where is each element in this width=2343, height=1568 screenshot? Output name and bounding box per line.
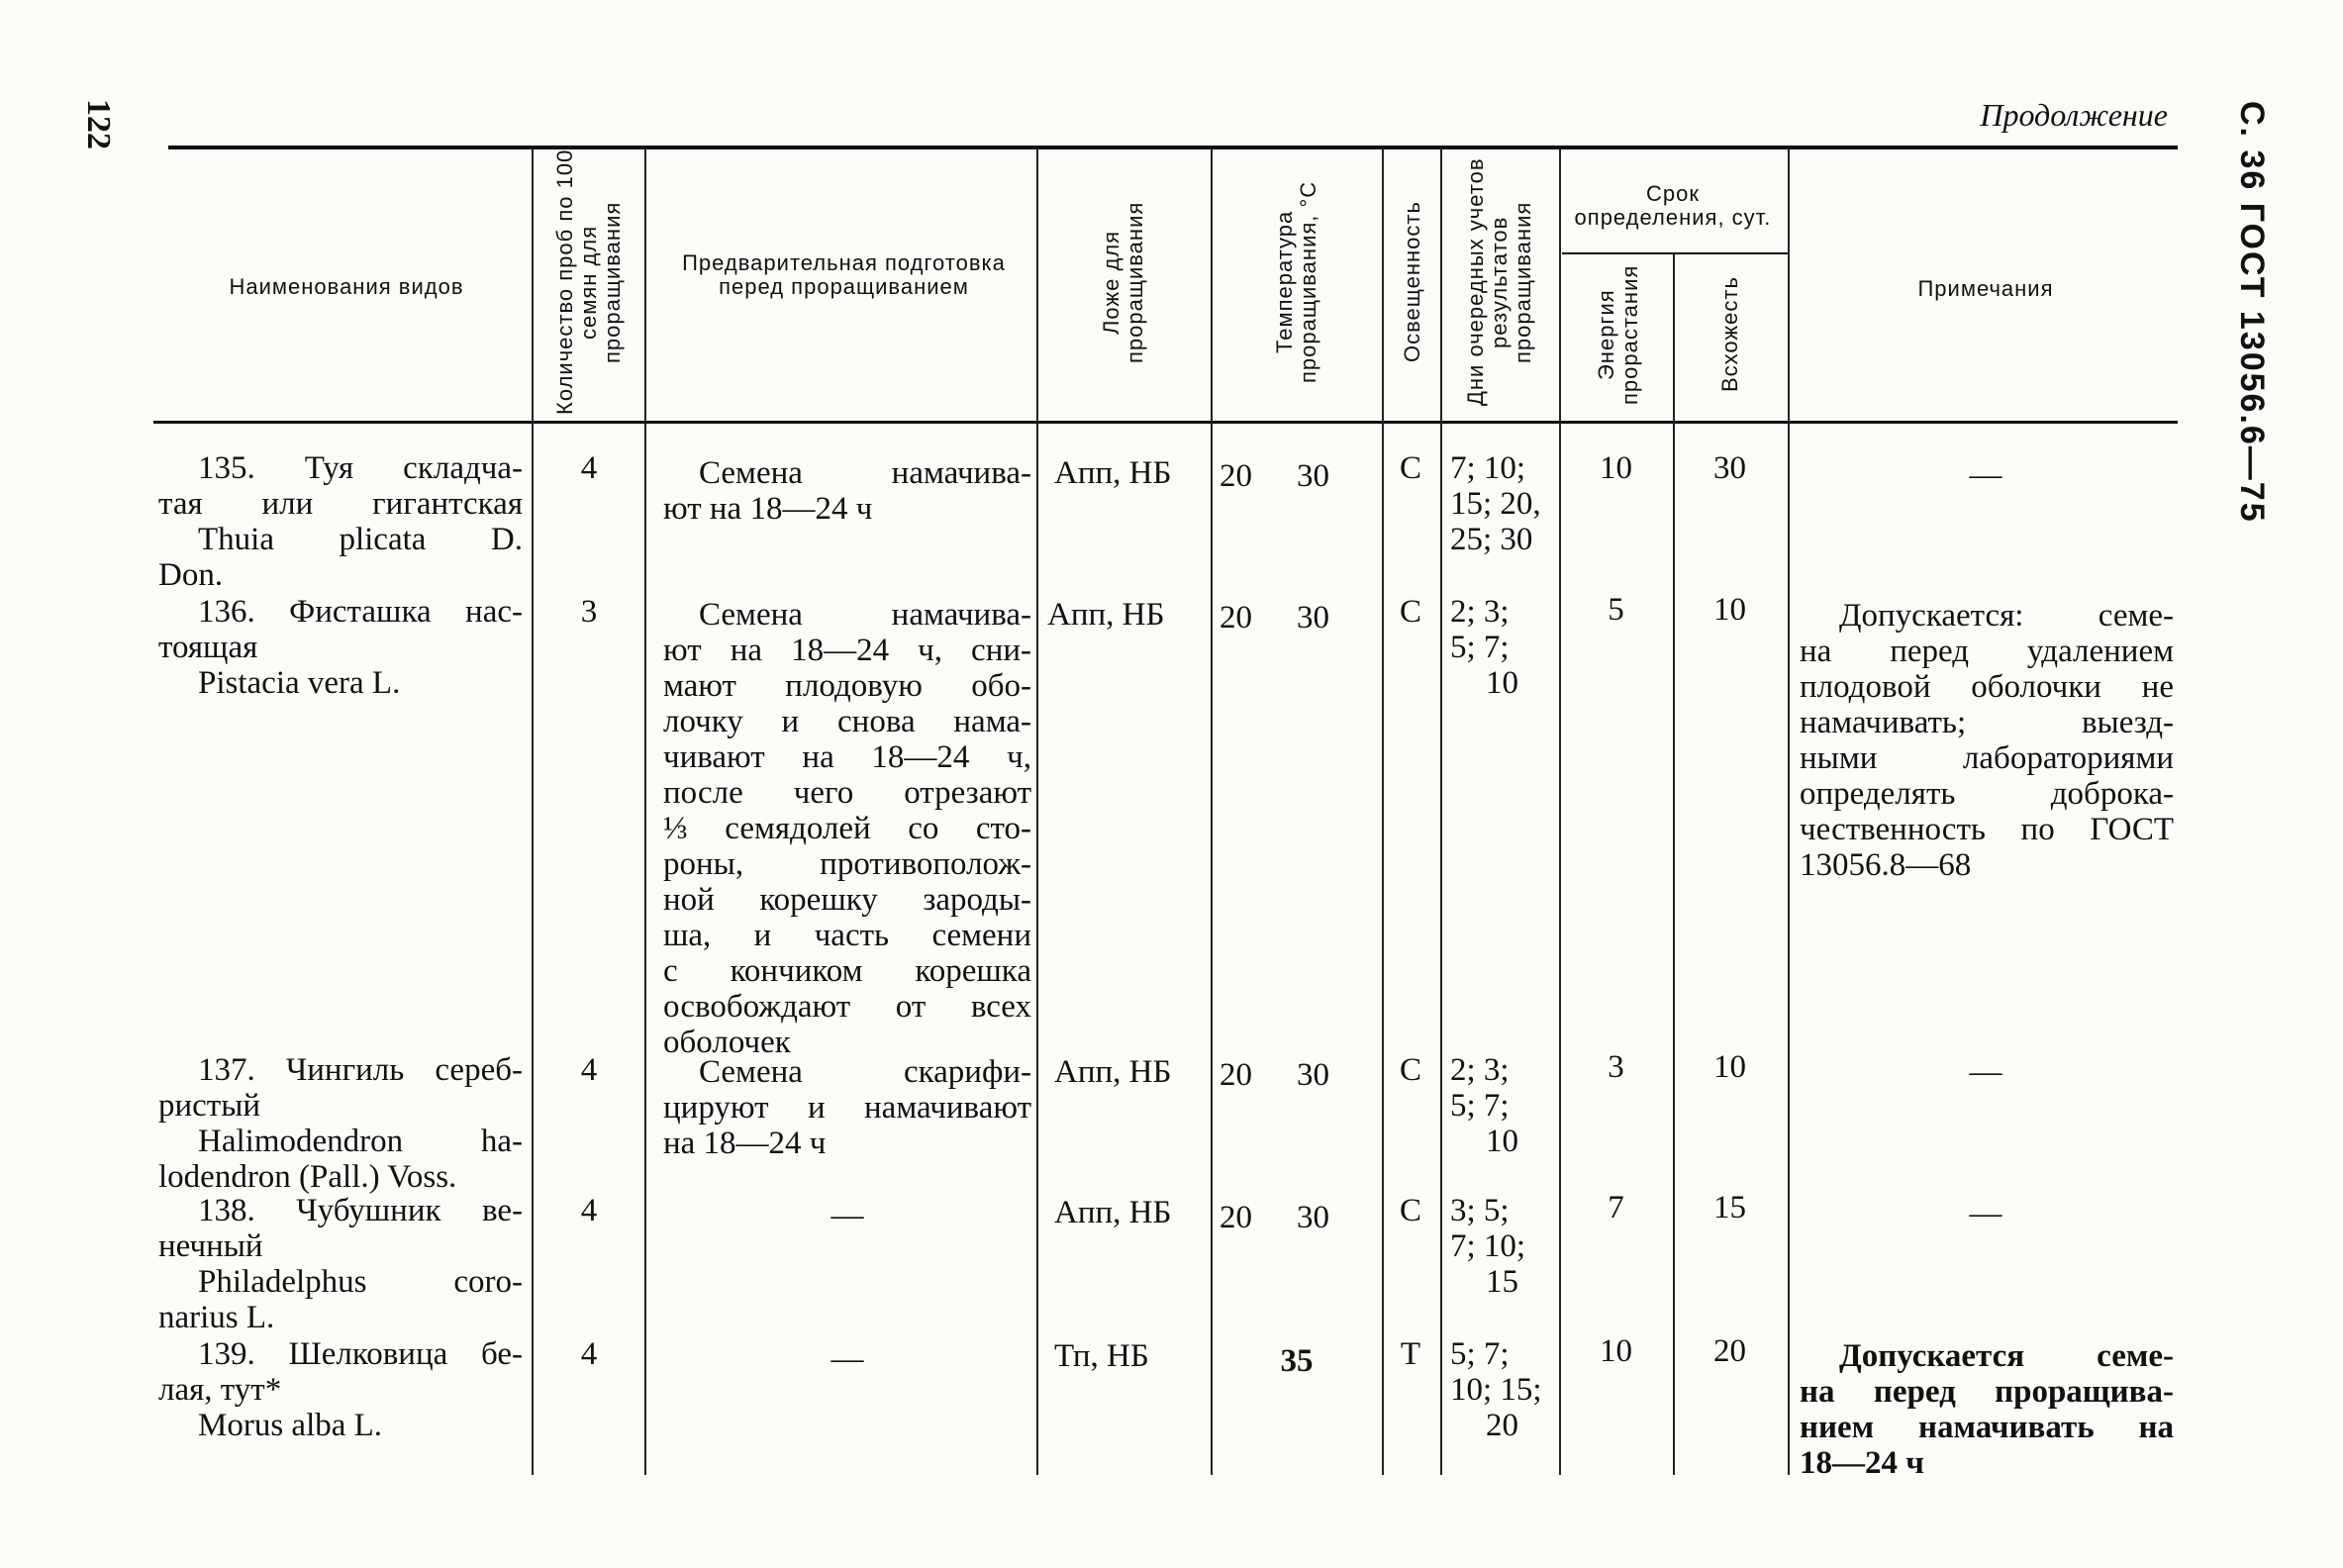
notes-cell: Допускается семе- на перед проращива- нием намачивать на 18—24 ч <box>1800 1338 2174 1481</box>
light-cell: Т <box>1400 1336 1421 1372</box>
col-divider <box>1559 148 1561 1475</box>
prep-cell: Семена скарифи- цируют и намачивают на 18—24 ч <box>663 1054 1031 1161</box>
temp-low-cell: 20 <box>1220 1200 1252 1235</box>
temp-low-cell: 20 <box>1220 600 1252 636</box>
temp-low-cell: 20 <box>1220 458 1252 494</box>
days-cell: 2; 3; 5; 7; 10 <box>1450 1052 1518 1159</box>
energy-cell: 10 <box>1600 1333 1632 1369</box>
header-bottom-rule <box>153 421 2178 424</box>
col-divider <box>532 148 534 1475</box>
continuation-label: Продолжение <box>1980 97 2168 133</box>
header-samples: Количество проб по 100 семян для проращивания <box>552 148 625 416</box>
samples-cell: 4 <box>580 450 598 486</box>
header-days: Дни очередных учетов результатов проращивания <box>1463 157 1535 407</box>
header-temp: Температура проращивания, °С <box>1272 180 1320 384</box>
species-name: 138. Чубушник ве- нечный Philadelphus coro- narius L. <box>158 1193 523 1335</box>
species-name: 136. Фисташка нас- тоящая Pistacia vera L. <box>158 594 523 701</box>
energy-cell: 3 <box>1608 1049 1624 1085</box>
col-divider <box>1673 254 1675 1475</box>
light-cell: С <box>1399 594 1421 630</box>
species-name: 135. Туя складча- тая или гигантская Thuia plicata D. Don. <box>158 450 523 593</box>
bed-cell: Апп, НБ <box>1047 597 1165 633</box>
header-name: Наименования видов <box>229 274 464 299</box>
bed-cell: Апп, НБ <box>1054 1054 1172 1090</box>
temp-high-cell: 30 <box>1297 458 1329 494</box>
page-number: 122 <box>80 99 117 149</box>
prep-cell: — <box>830 1341 864 1377</box>
header-prep: Предварительная подготовка перед проращиванием <box>682 250 1006 299</box>
energy-cell: 10 <box>1600 450 1632 486</box>
germination-cell: 10 <box>1713 592 1746 628</box>
species-name: 137. Чингиль сереб- ристый Halimodendron ha- lodendron (Pall.) Voss. <box>158 1052 523 1195</box>
bed-cell: Тп, НБ <box>1054 1338 1149 1374</box>
samples-cell: 3 <box>580 594 598 630</box>
energy-cell: 5 <box>1608 592 1624 628</box>
temp-high-cell: 30 <box>1297 1057 1329 1093</box>
temp-high-cell: 30 <box>1297 1200 1329 1235</box>
header-notes: Примечания <box>1917 276 2054 301</box>
col-divider <box>1036 148 1038 1475</box>
col-divider <box>1788 148 1790 1475</box>
notes-cell: — <box>1969 1196 2002 1231</box>
species-name: 139. Шелковица бе- лая, тут* Morus alba L. <box>158 1336 523 1443</box>
germination-cell: 30 <box>1713 450 1746 486</box>
temp-low-cell: 20 <box>1220 1057 1252 1093</box>
header-germ: Всхожесть <box>1717 276 1742 393</box>
germination-cell: 10 <box>1713 1049 1746 1085</box>
germination-cell: 20 <box>1713 1333 1746 1369</box>
col-divider <box>1382 148 1384 1475</box>
table-top-rule <box>168 146 2178 149</box>
samples-cell: 4 <box>580 1052 598 1088</box>
light-cell: С <box>1399 450 1421 486</box>
light-cell: С <box>1399 1052 1421 1088</box>
col-divider <box>644 148 646 1475</box>
prep-cell: Семена намачива- ют на 18—24 ч <box>663 455 1031 527</box>
germination-cell: 15 <box>1713 1190 1746 1225</box>
days-cell: 5; 7; 10; 15; 20 <box>1450 1336 1542 1443</box>
temp-cell: 35 <box>1280 1343 1314 1379</box>
energy-cell: 7 <box>1608 1190 1624 1225</box>
light-cell: С <box>1399 1193 1421 1228</box>
prep-cell: Семена намачива- ют на 18—24 ч, сни- мают плодовую обо- лочку и снова нама- чивают на 18—24 ч, после чего отрезают ⅓ семядолей со сто- роны, противополож- ной корешку зароды- ша, и часть семени с кончиком корешка освобождают от всех оболочек <box>663 597 1031 1060</box>
prep-cell: — <box>830 1198 864 1233</box>
temp-high-cell: 30 <box>1297 600 1329 636</box>
bed-cell: Апп, НБ <box>1054 455 1172 491</box>
samples-cell: 4 <box>580 1193 598 1228</box>
samples-cell: 4 <box>580 1336 598 1372</box>
notes-cell: Допускается: семе- на перед удалением плодовой оболочки не намачивать; выезд- ными лабораториями определять доброка- чественность по ГОСТ 13056.8—68 <box>1800 598 2174 883</box>
header-energy: Энергия прорастания <box>1594 264 1642 405</box>
days-cell: 7; 10; 15; 20, 25; 30 <box>1450 450 1541 557</box>
standard-designation: С. 36 ГОСТ 13056.6—75 <box>2233 101 2271 524</box>
notes-cell: — <box>1969 1054 2002 1090</box>
header-bed: Ложе для проращивания <box>1099 201 1147 363</box>
col-divider <box>1211 148 1213 1475</box>
header-term-group: Срок определения, сут. <box>1574 181 1772 230</box>
bed-cell: Апп, НБ <box>1054 1195 1172 1230</box>
days-cell: 3; 5; 7; 10; 15 <box>1450 1193 1526 1300</box>
header-light: Освещенность <box>1400 201 1424 363</box>
notes-cell: — <box>1969 457 2002 493</box>
col-divider <box>1440 148 1442 1475</box>
term-group-rule <box>1562 252 1788 254</box>
days-cell: 2; 3; 5; 7; 10 <box>1450 594 1518 701</box>
